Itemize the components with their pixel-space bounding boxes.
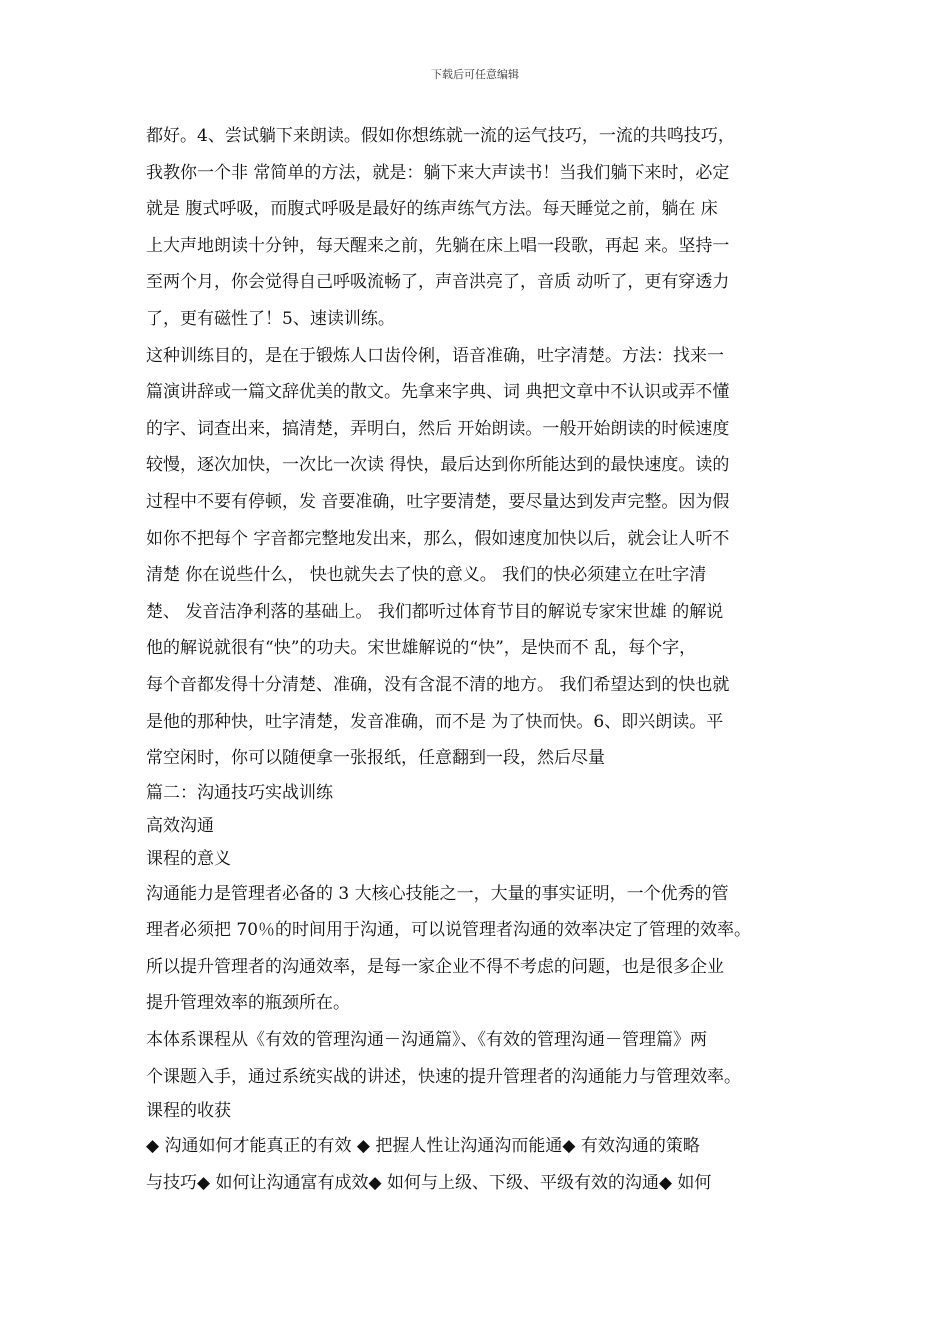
text-line: 常空闲时，你可以随便拿一张报纸，任意翻到一段，然后尽量: [146, 748, 605, 769]
text-line: 如你不把每个 字音都完整地发出来，那么，假如速度加快以后，就会让人听不: [146, 528, 730, 549]
text-line: 都好。4、尝试躺下来朗读。假如你想练就一流的运气技巧，一流的共鸣技巧，: [146, 126, 735, 146]
text-line: 所以提升管理者的沟通效率，是每一家企业不得不考虑的问题，也是很多企业: [146, 956, 724, 977]
text-line: 沟通能力是管理者必备的 3 大核心技能之一，大量的事实证明，一个优秀的管: [146, 883, 729, 904]
text-line: 上大声地朗读十分钟，每天醒来之前，先躺在床上唱一段歌，再起 来。坚持一: [146, 235, 730, 256]
text-line: 就是 腹式呼吸，而腹式呼吸是最好的练声练气方法。每天睡觉之前，躺在 床: [146, 199, 718, 220]
paragraph-course-system: [146, 1022, 812, 1095]
subheading-course-gains: 课程的收获: [146, 1101, 231, 1122]
text-line: 每个音都发得十分清楚、准确，没有含混不清的地方。 我们希望达到的快也就: [146, 674, 730, 695]
paragraph-course-gains: [146, 1128, 812, 1201]
subheading-efficient-communication: 高效沟通: [146, 815, 214, 836]
text-line: 清楚 你在说些什么， 快也就失去了快的意义。 我们的快必须建立在吐字清: [146, 565, 707, 586]
paragraph-course-meaning: [146, 876, 812, 1022]
document-body: [146, 118, 812, 1201]
paragraph-speed-reading: [146, 338, 812, 777]
paragraph-reading-practice: [146, 118, 812, 338]
text-line: ◆ 沟通如何才能真正的有效 ◆ 把握人性让沟通沟而能通◆ 有效沟通的策略: [146, 1136, 700, 1157]
text-line: 本体系课程从《有效的管理沟通－沟通篇》、《有效的管理沟通－管理篇》两: [146, 1030, 707, 1051]
text-line: 理者必须把 70％的时间用于沟通，可以说管理者沟通的效率决定了管理的效率。: [146, 920, 752, 941]
text-line: 的字、词查出来，搞清楚，弄明白，然后 开始朗读。一般开始朗读的时候速度: [146, 418, 730, 439]
text-line: 这种训练目的，是在于锻炼人口齿伶俐，语音准确，吐字清楚。方法：找来一: [146, 345, 724, 366]
text-line: 过程中不要有停顿，发 音要准确，吐字要清楚，要尽量达到发声完整。因为假: [146, 491, 730, 512]
text-line: 提升管理效率的瓶颈所在。: [146, 993, 350, 1014]
text-line: 至两个月，你会觉得自己呼吸流畅了，声音洪亮了，音质 动听了，更有穿透力: [146, 272, 730, 293]
text-line: 较慢，逐次加快，一次比一次读 得快，最后达到你所能达到的最快速度。读的: [146, 455, 730, 476]
text-line: 他的解说就很有“快”的功夫。宋世雄解说的“快”，是快而不 乱，每个字，: [146, 638, 697, 659]
text-line: 楚、 发音洁净利落的基础上。 我们都听过体育节目的解说专家宋世雄 的解说: [146, 601, 724, 622]
section-two: [146, 777, 812, 876]
subheading-block: [146, 1095, 812, 1128]
text-line: 篇演讲辞或一篇文辞优美的散文。先拿来字典、词 典把文章中不认识或弄不懂: [146, 382, 730, 403]
text-line: 了，更有磁性了！5、速读训练。: [146, 308, 395, 329]
text-line: 是他的那种快，吐字清楚，发音准确，而不是 为了快而快。6、即兴朗读。平: [146, 711, 724, 732]
text-line: 与技巧◆ 如何让沟通富有成效◆ 如何与上级、下级、平级有效的沟通◆ 如何: [146, 1172, 712, 1193]
text-line: 我教你一个非 常简单的方法，就是：躺下来大声读书！当我们躺下来时，必定: [146, 162, 730, 183]
subheading-course-meaning: 课程的意义: [146, 848, 231, 869]
page-header-note: 下载后可任意编辑: [431, 68, 519, 81]
section-title: 篇二：沟通技巧实战训练: [146, 782, 333, 803]
text-line: 个课题入手，通过系统实战的讲述，快速的提升管理者的沟通能力与管理效率。: [146, 1066, 741, 1087]
